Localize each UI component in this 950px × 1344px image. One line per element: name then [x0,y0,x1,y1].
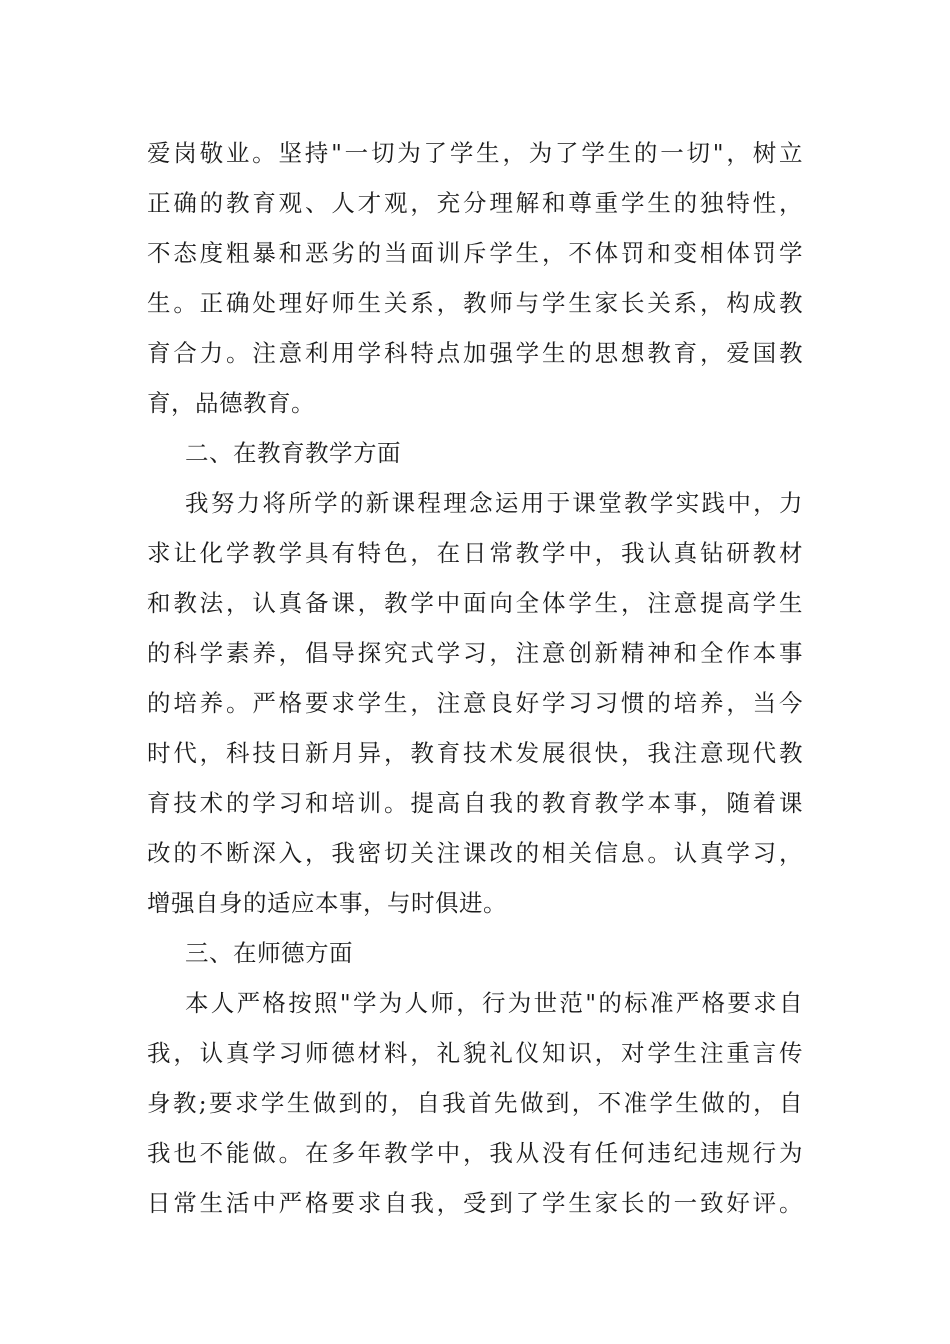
text-line: 生。正确处理好师生关系，教师与学生家长关系，构成教 [147,289,803,317]
text-line: 我努力将所学的新课程理念运用于课堂教学实践中，力 [185,489,803,517]
text-line: 我也不能做。在多年教学中，我从没有任何违纪违规行为 [147,1139,803,1167]
text-line: 日常生活中严格要求自我，受到了学生家长的一致好评。 [147,1189,803,1217]
text-line: 育合力。注意利用学科特点加强学生的思想教育，爱国教 [147,339,803,367]
section-heading: 二、在教育教学方面 [185,439,401,467]
text-line: 爱岗敬业。坚持"一切为了学生，为了学生的一切"，树立 [147,139,803,167]
text-line: 时代，科技日新月异，教育技术发展很快，我注意现代教 [147,739,803,767]
text-line: 正确的教育观、人才观，充分理解和尊重学生的独特性， [147,189,803,217]
text-line: 育，品德教育。 [147,389,315,417]
text-line: 的科学素养，倡导探究式学习，注意创新精神和全作本事 [147,639,803,667]
text-line: 本人严格按照"学为人师，行为世范"的标准严格要求自 [185,989,803,1017]
text-line: 增强自身的适应本事，与时俱进。 [147,889,507,917]
text-line: 育技术的学习和培训。提高自我的教育教学本事，随着课 [147,789,803,817]
text-line: 和教法，认真备课，教学中面向全体学生，注意提高学生 [147,589,803,617]
text-line: 改的不断深入，我密切关注课改的相关信息。认真学习， [147,839,803,867]
text-line: 不态度粗暴和恶劣的当面训斥学生，不体罚和变相体罚学 [147,239,803,267]
text-line: 求让化学教学具有特色，在日常教学中，我认真钻研教材 [147,539,803,567]
text-line: 我，认真学习师德材料，礼貌礼仪知识，对学生注重言传 [147,1039,803,1067]
text-line: 身教;要求学生做到的，自我首先做到，不准学生做的，自 [147,1089,803,1117]
section-heading: 三、在师德方面 [185,939,353,967]
text-line: 的培养。严格要求学生，注意良好学习习惯的培养，当今 [147,689,803,717]
